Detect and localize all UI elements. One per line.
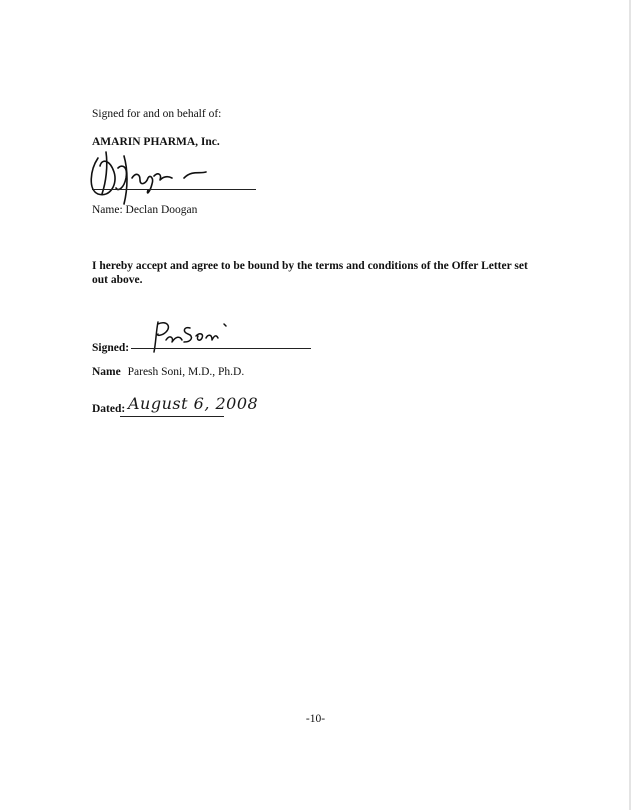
signed-for-label: Signed for and on behalf of: xyxy=(92,108,222,120)
paresh-soni-signature xyxy=(150,318,240,358)
signed-label: Signed: xyxy=(92,342,130,354)
acceptance-statement-line-1: I hereby accept and agree to be bound by the terms and conditions of the Offer Letter set xyxy=(92,260,528,272)
employee-signature-line xyxy=(131,348,311,349)
acceptance-statement-line-2: out above. xyxy=(92,274,143,286)
name-label: Name xyxy=(92,366,121,378)
company-signature-line xyxy=(92,189,256,190)
employee-name-value: Paresh Soni, M.D., Ph.D. xyxy=(127,366,245,378)
page-number: -10- xyxy=(305,713,326,725)
date-line xyxy=(120,416,224,417)
company-name: AMARIN PHARMA, Inc. xyxy=(92,136,220,148)
dated-label: Dated: xyxy=(92,403,126,415)
handwritten-date: August 6, 2008 xyxy=(128,394,259,413)
employee-name-row xyxy=(92,365,244,379)
company-signer-name: Name: Declan Doogan xyxy=(92,204,198,216)
